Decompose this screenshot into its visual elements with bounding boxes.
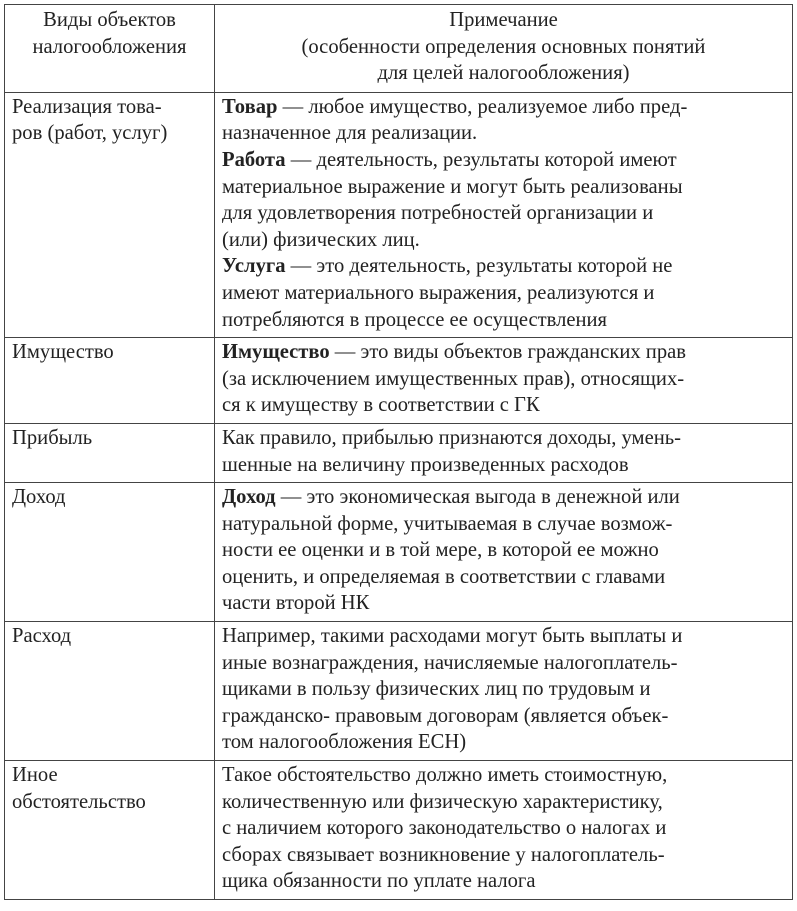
note-text: — это экономическая выгода в денежной или [275, 486, 680, 509]
note-text: — это деятельность, результаты которой не [285, 255, 673, 278]
table-row [5, 92, 793, 337]
header-line: Виды объектов [43, 9, 176, 31]
object-type-line: обстоятельство [12, 790, 146, 813]
table-row [5, 761, 793, 900]
note-text: с наличием которого законодательство о налогах и [222, 817, 667, 840]
note-line [222, 789, 786, 816]
note-line [222, 511, 786, 538]
object-type-line: Имущество [12, 341, 114, 364]
note-text: части второй НК [222, 592, 370, 615]
object-type-cell [5, 338, 215, 424]
header-line: налогообложения [32, 35, 187, 58]
note-text: для удовлетворения потребностей организации и [222, 202, 654, 225]
note-line [222, 147, 786, 174]
note-line [222, 815, 786, 842]
note-text: натуральной форме, учитываемая в случае возмож- [222, 512, 673, 535]
note-text: щиками в пользу физических лиц по трудовым и [222, 678, 651, 701]
table-row [5, 338, 793, 424]
note-text: количественную или физическую характеристику, [222, 790, 663, 813]
note-cell [215, 92, 793, 337]
note-line [222, 452, 786, 479]
note-text: назначенное для реализации. [222, 122, 478, 145]
note-line [222, 280, 786, 307]
note-line [222, 623, 786, 650]
note-text: Например, такими расходами могут быть выплаты и [222, 625, 683, 648]
note-line [222, 307, 786, 334]
note-text: (за исключением имущественных прав), относящих- [222, 367, 685, 390]
note-line [222, 729, 786, 756]
note-cell [215, 622, 793, 761]
table-row [5, 622, 793, 761]
note-line [222, 120, 786, 147]
note-text: (или) физических лиц. [222, 228, 420, 251]
object-type-line: Доход [12, 486, 66, 509]
note-text: Как правило, прибылью признаются доходы, умень- [222, 426, 682, 449]
object-type-line: Прибыль [12, 426, 93, 449]
term-label: Работа [222, 148, 286, 171]
object-type-line: Иное [12, 764, 58, 787]
note-text: гражданско- правовым договорам (является объек- [222, 704, 669, 727]
note-text: — любое имущество, реализуемое либо пред- [277, 95, 688, 118]
note-cell [215, 483, 793, 622]
note-line [222, 650, 786, 677]
note-line [222, 703, 786, 730]
note-text: имеют материального выражения, реализуются и [222, 281, 655, 304]
note-text: том налогообложения ЕСН) [222, 731, 467, 754]
table-row [5, 423, 793, 482]
note-text: щика обязанности по уплате налога [222, 870, 536, 893]
note-text: — это виды объектов гражданских прав [329, 341, 686, 364]
object-type-cell [5, 483, 215, 622]
note-line [222, 868, 786, 895]
table-header-row [5, 5, 793, 93]
note-line [222, 392, 786, 419]
term-label: Товар [222, 95, 278, 118]
header-line: Примечание [449, 9, 558, 31]
note-line [222, 339, 786, 366]
note-line [222, 366, 786, 393]
object-type-line: Расход [12, 625, 72, 648]
table-body [5, 92, 793, 899]
term-label: Имущество [222, 341, 330, 364]
note-line [222, 174, 786, 201]
header-line: для целей налогообложения) [377, 62, 630, 85]
note-line [222, 842, 786, 869]
tax-objects-table [4, 4, 793, 900]
note-line [222, 484, 786, 511]
note-line [222, 425, 786, 452]
header-line: (особенности определения основных понятий [301, 35, 706, 58]
object-type-line: Реализация това- [12, 95, 162, 118]
note-line [222, 762, 786, 789]
object-type-cell [5, 761, 215, 900]
object-type-cell [5, 92, 215, 337]
note-line [222, 537, 786, 564]
note-line [222, 564, 786, 591]
object-type-line: ров (работ, услуг) [12, 122, 168, 145]
note-text: Такое обстоятельство должно иметь стоимостную, [222, 764, 668, 787]
term-label: Услуга [222, 255, 286, 278]
note-text: иные вознаграждения, начисляемые налогоплатель- [222, 651, 678, 674]
note-line [222, 94, 786, 121]
object-type-cell [5, 622, 215, 761]
note-line [222, 253, 786, 280]
note-line [222, 676, 786, 703]
note-text: оценить, и определяемая в соответствии с главами [222, 565, 666, 588]
object-type-cell [5, 423, 215, 482]
note-text: ся к имуществу в соответствии с ГК [222, 394, 540, 417]
note-text: материальное выражение и могут быть реализованы [222, 175, 683, 198]
note-cell [215, 423, 793, 482]
note-line [222, 590, 786, 617]
note-text: шенные на величину произведенных расходов [222, 453, 629, 476]
note-line [222, 227, 786, 254]
note-cell [215, 338, 793, 424]
note-text: ности ее оценки и в той мере, в которой ее можно [222, 539, 659, 562]
header-objects [5, 5, 215, 93]
note-text: — деятельность, результаты которой имеют [285, 148, 677, 171]
note-cell [215, 761, 793, 900]
table-row [5, 483, 793, 622]
term-label: Доход [222, 486, 276, 509]
note-line [222, 200, 786, 227]
note-text: сборах связывает возникновение у налогоплатель- [222, 843, 665, 866]
header-note [215, 5, 793, 93]
note-text: потребляются в процессе ее осуществления [222, 308, 607, 331]
